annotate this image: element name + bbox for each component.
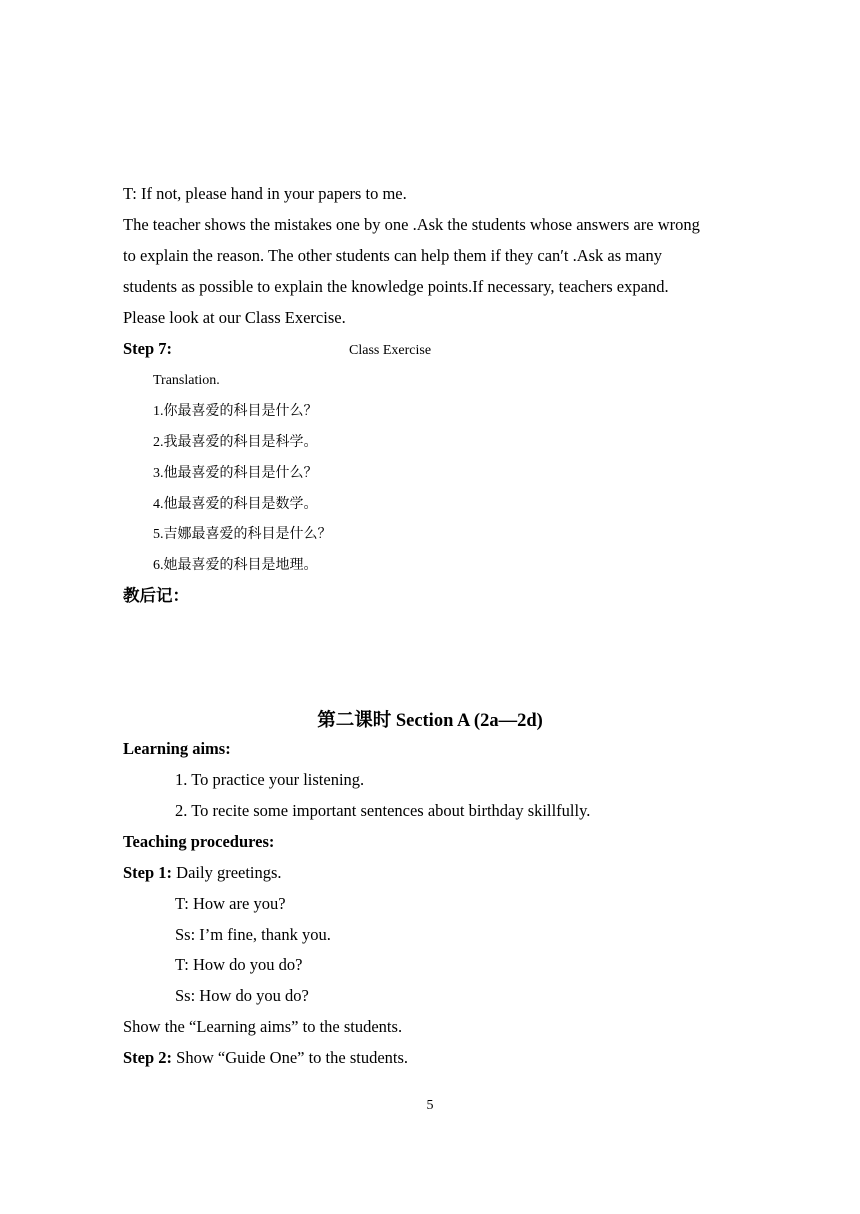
procedures-label: Teaching procedures: <box>123 832 275 851</box>
step1-label: Step 1: <box>123 863 173 882</box>
dialogue-line: Ss: I’m fine, thank you. <box>175 925 331 944</box>
step1-text: Daily greetings. <box>172 863 282 882</box>
step7-label: Step 7: <box>123 339 173 358</box>
exercise-item: 2.我最喜爱的科目是科学。 <box>153 435 318 450</box>
paragraph-line: Please look at our Class Exercise. <box>123 308 346 327</box>
step2-line <box>123 1048 408 1068</box>
dialogue-line: T: How do you do? <box>175 955 303 974</box>
postscript-label <box>123 586 189 606</box>
step1-line <box>123 863 282 883</box>
exercise-item: 6.她最喜爱的科目是地理。 <box>153 558 318 573</box>
paragraph-line: T: If not, please hand in your papers to me. <box>123 184 407 203</box>
exercise-item: 3.他最喜爱的科目是什么？ <box>153 466 318 481</box>
postscript-text: 教后记： <box>123 586 189 605</box>
paragraph-line: The teacher shows the mistakes one by one .Ask the students whose answers are wrong <box>123 215 700 234</box>
aim-item: 1. To practice your listening. <box>175 770 365 789</box>
aims-heading <box>123 739 231 759</box>
dialogue-line: T: How are you? <box>175 894 286 913</box>
paragraph-line: to explain the reason. The other students can help them if they can′t .Ask as many <box>123 246 662 265</box>
paragraph-line: Show the “Learning aims” to the students. <box>123 1017 403 1036</box>
exercise-item: 5.吉娜最喜爱的科目是什么？ <box>153 527 332 542</box>
paragraph-line: students as possible to explain the knowledge points.If necessary, teachers expand. <box>123 277 669 296</box>
dialogue-line: Ss: How do you do? <box>175 986 309 1005</box>
step2-text: Show “Guide One” to the students. <box>172 1048 409 1067</box>
procedures-heading <box>123 832 274 852</box>
aims-label: Learning aims: <box>123 739 231 758</box>
lesson-title: 第二课时 Section A (2a—2d) <box>317 711 543 731</box>
aim-item: 2. To recite some important sentences about birthday skillfully. <box>175 801 591 820</box>
step7-title: Class Exercise <box>349 343 432 358</box>
step7-heading <box>123 339 172 359</box>
exercise-item: 1.你最喜爱的科目是什么？ <box>153 404 318 419</box>
translation-label: Translation. <box>153 373 220 388</box>
exercise-item: 4.他最喜爱的科目是数学。 <box>153 497 318 512</box>
page-number: 5 <box>426 1098 434 1113</box>
step2-label: Step 2: <box>123 1048 173 1067</box>
